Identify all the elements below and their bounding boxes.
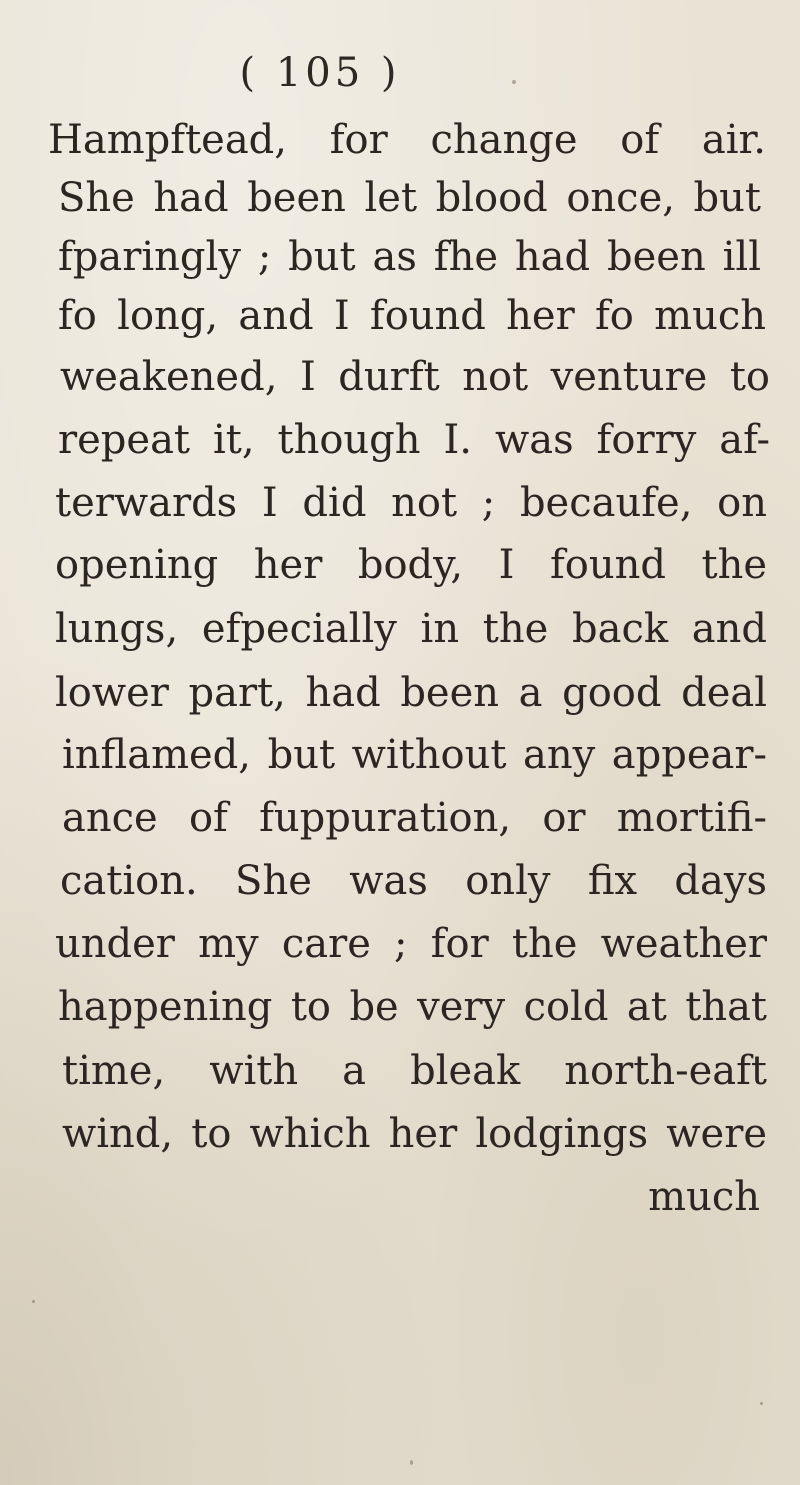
text-line: opening her body, I found the [55,542,767,588]
text-line: terwards I did not ; becaufe, on [55,480,767,526]
text-line: wind, to which her lodgings were [62,1111,767,1157]
text-line: lower part, had been a good deal [55,670,767,716]
text-line: lungs, efpecially in the back and [55,606,767,652]
text-line: Hampftead, for change of air. [48,117,766,163]
catchword: much [648,1174,760,1220]
page-number: ( 105 ) [239,50,401,96]
paper-speck [512,80,516,84]
paper-speck [410,1460,413,1465]
text-line: cation. She was only fix days [60,858,767,904]
text-line: repeat it, though I. was forry af- [58,417,770,463]
text-line: happening to be very cold at that [58,984,767,1030]
text-line: under my care ; for the weather [55,921,767,967]
paper-speck [760,1402,763,1405]
text-line: fo long, and I found her fo much [58,293,766,339]
text-line: ance of fuppuration, or mortifi- [62,795,767,841]
text-line: fparingly ; but as fhe had been ill [58,234,761,280]
text-line: weakened, I durft not venture to [60,354,770,400]
text-line: inflamed, but without any appear- [62,732,767,778]
paper-speck [32,1300,35,1303]
text-line: time, with a bleak north-eaft [62,1048,767,1094]
text-line: She had been let blood once, but [58,175,761,221]
